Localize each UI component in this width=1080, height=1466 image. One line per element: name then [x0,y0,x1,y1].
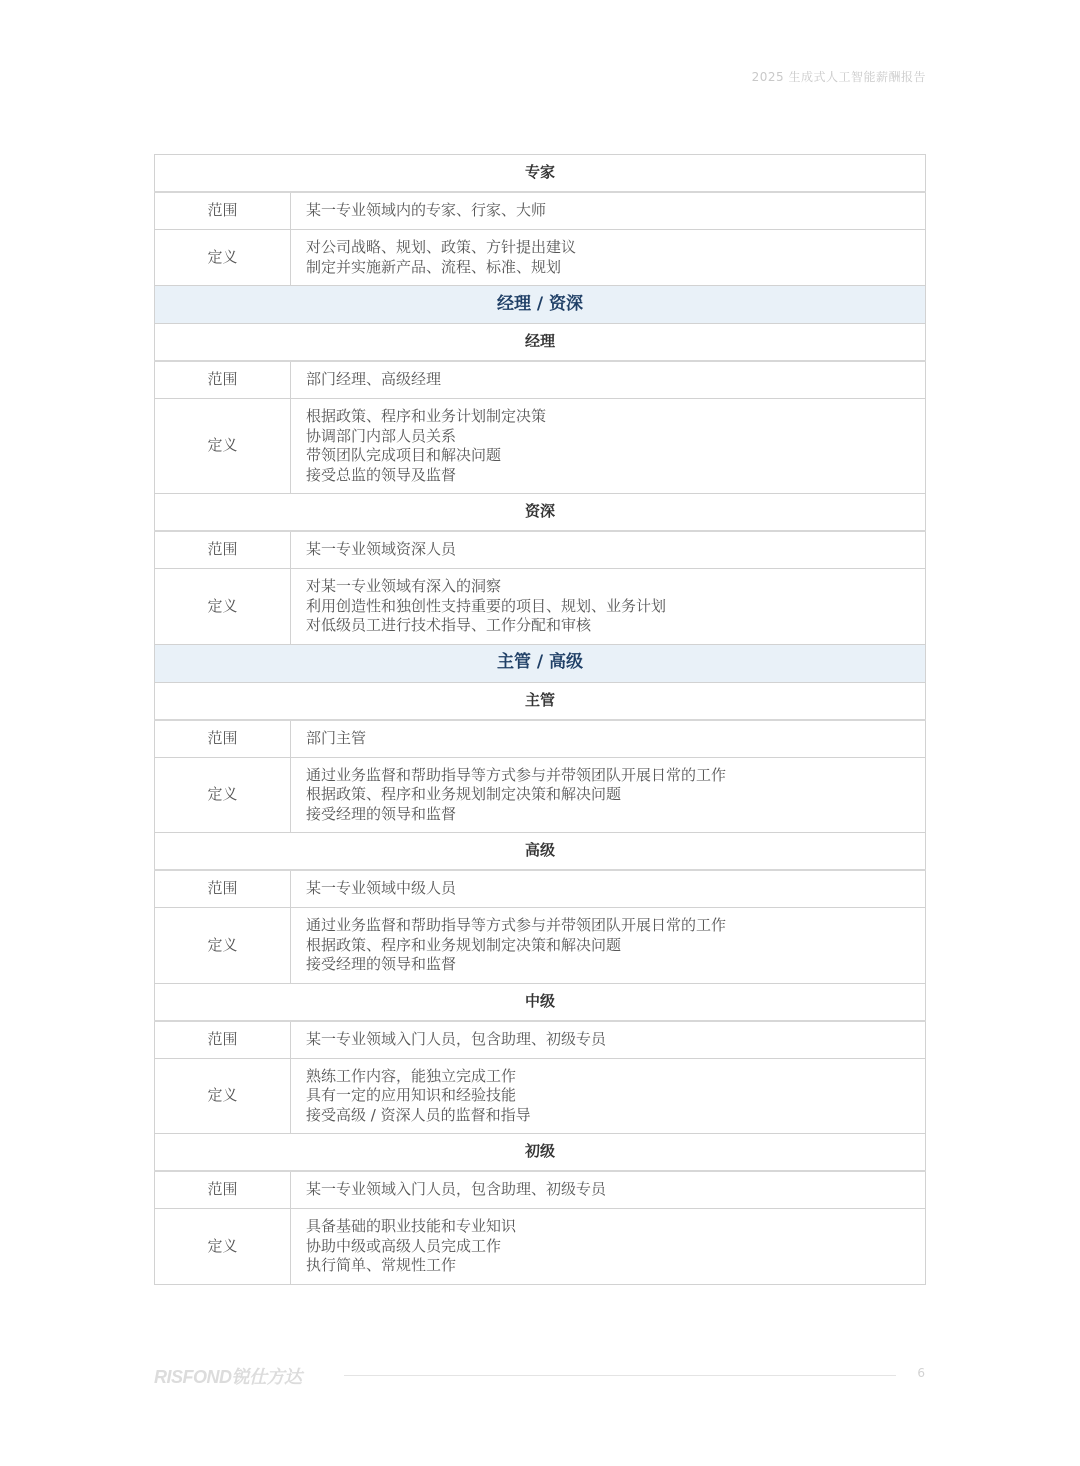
definition-line: 接受高级 / 资深人员的监督和指导 [306,1105,531,1124]
level-title: 资深 [155,494,926,532]
level-title: 高级 [155,833,926,871]
job-level-table [154,154,926,1285]
definition-line: 根据政策、程序和业务规划制定决策和解决问题 [306,935,622,954]
job-level-table-container [154,154,925,1285]
page-footer [154,1362,925,1388]
definition-line: 接受经理的领导和监督 [306,955,457,973]
scope-label: 范围 [155,870,291,908]
definition-line: 对公司战略、规划、政策、方针提出建议 [306,238,577,256]
definition-label: 定义 [155,757,291,833]
level-title-row [155,494,926,532]
definition-row [155,230,926,286]
definition-line: 带领团队完成项目和解决问题 [306,446,502,464]
definition-line: 接受总监的领导及监督 [306,465,457,484]
scope-label: 范围 [155,1171,291,1209]
level-title-row [155,155,926,193]
scope-text: 某一专业领域入门人员，包含助理、初级专员 [291,1021,926,1059]
scope-row [155,531,926,569]
level-section-title: 经理 / 资深 [155,286,926,324]
scope-label: 范围 [155,192,291,230]
definition-row [155,569,926,645]
definition-row [155,757,926,833]
definition-line: 具有一定的应用知识和经验技能 [306,1086,517,1104]
page-number: 6 [917,1366,925,1380]
scope-label: 范围 [155,1021,291,1059]
scope-text: 某一专业领域中级人员 [291,870,926,908]
definition-line: 具备基础的职业技能和专业知识 [306,1217,517,1235]
level-title: 主管 [155,682,926,720]
level-title-row [155,833,926,871]
definition-line: 对某一专业领域有深入的洞察 [306,577,502,595]
definition-label: 定义 [155,1209,291,1285]
level-title-row [155,324,926,362]
job-level-table-body [155,155,926,1285]
scope-text: 某一专业领域资深人员 [291,531,926,569]
scope-row [155,361,926,399]
definition-text [291,757,926,833]
definition-line: 熟练工作内容，能独立完成工作 [306,1066,517,1085]
definition-line: 根据政策、程序和业务计划制定决策 [306,407,547,425]
scope-text: 某一专业领域入门人员，包含助理、初级专员 [291,1171,926,1209]
level-title-row [155,983,926,1021]
company-logo: RISFOND锐仕方达 [154,1367,302,1387]
definition-label: 定义 [155,569,291,645]
definition-label: 定义 [155,908,291,984]
definition-label: 定义 [155,1058,291,1134]
scope-label: 范围 [155,361,291,399]
definition-line: 协调部门内部人员关系 [306,426,457,445]
definition-text [291,908,926,984]
scope-text: 部门经理、高级经理 [291,361,926,399]
definition-line: 利用创造性和独创性支持重要的项目、规划、业务计划 [306,596,667,615]
footer-divider [344,1375,896,1376]
definition-line: 通过业务监督和帮助指导等方式参与并带领团队开展日常的工作 [306,765,727,784]
definition-text [291,230,926,286]
level-title: 初级 [155,1134,926,1172]
scope-label: 范围 [155,720,291,758]
level-title-row [155,682,926,720]
definition-label: 定义 [155,399,291,494]
definition-line: 根据政策、程序和业务规划制定决策和解决问题 [306,785,622,803]
definition-line: 通过业务监督和帮助指导等方式参与并带领团队开展日常的工作 [306,916,727,934]
scope-row [155,1021,926,1059]
scope-row [155,720,926,758]
level-title-row [155,1134,926,1172]
definition-text [291,399,926,494]
level-section-row [155,286,926,324]
scope-row [155,1171,926,1209]
report-header-title: 2025 生成式人工智能薪酬报告 [751,70,926,84]
definition-line: 执行简单、常规性工作 [306,1256,457,1274]
scope-text: 某一专业领域内的专家、行家、大师 [291,192,926,230]
level-title: 专家 [155,155,926,193]
definition-text [291,569,926,645]
level-section-title: 主管 / 高级 [155,644,926,682]
scope-text: 部门主管 [291,720,926,758]
scope-row [155,870,926,908]
definition-line: 对低级员工进行技术指导、工作分配和审核 [306,616,592,634]
definition-text [291,1058,926,1134]
level-title: 经理 [155,324,926,362]
definition-line: 制定并实施新产品、流程、标准、规划 [306,257,562,276]
definition-row [155,399,926,494]
definition-row [155,908,926,984]
level-section-row [155,644,926,682]
definition-line: 接受经理的领导和监督 [306,804,457,823]
definition-row [155,1058,926,1134]
scope-label: 范围 [155,531,291,569]
level-title: 中级 [155,983,926,1021]
scope-row [155,192,926,230]
definition-line: 协助中级或高级人员完成工作 [306,1236,502,1255]
definition-row [155,1209,926,1285]
definition-text [291,1209,926,1285]
definition-label: 定义 [155,230,291,286]
